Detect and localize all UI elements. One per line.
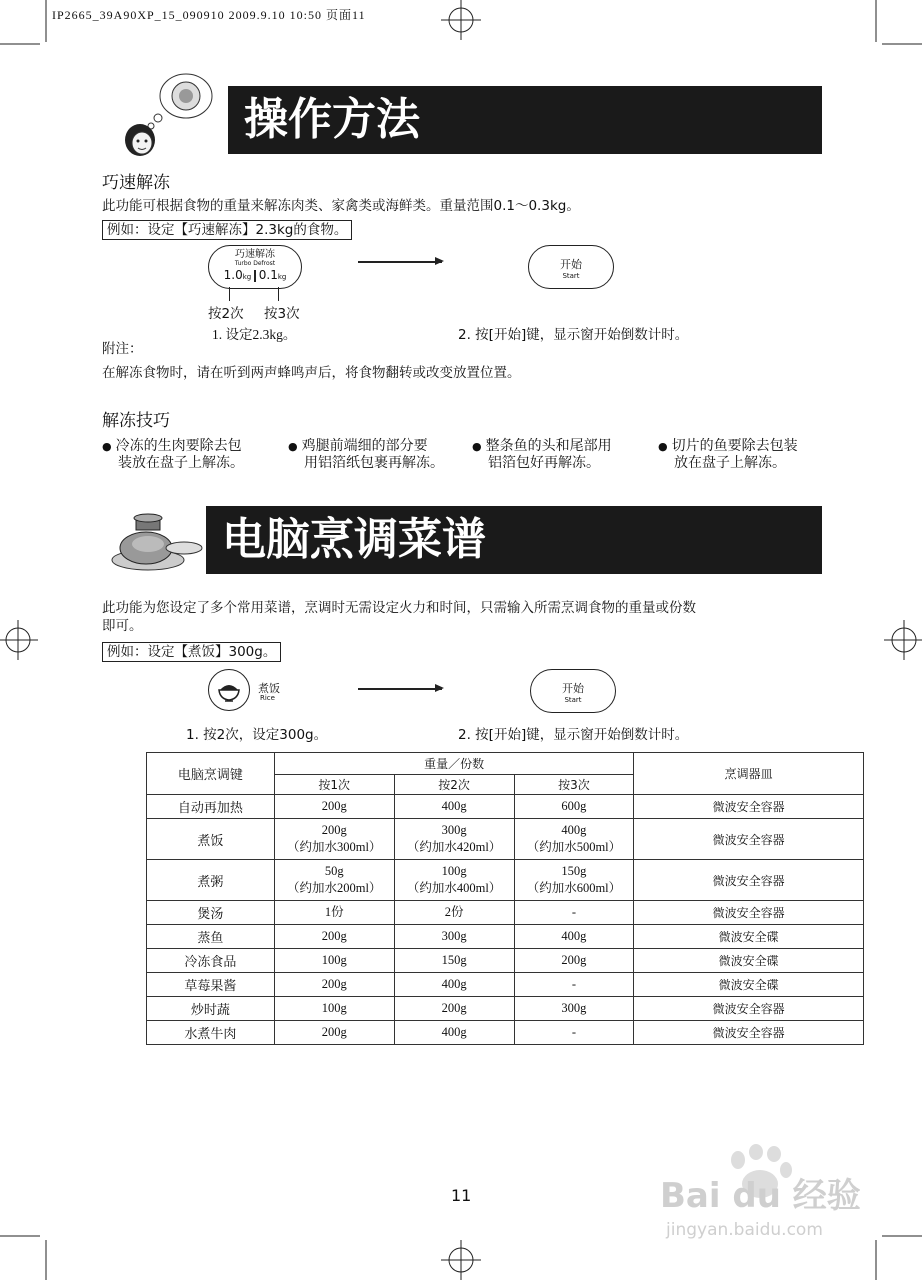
weight-cell: [274, 819, 394, 860]
weight-cell: [514, 949, 634, 973]
weight-cell: [514, 925, 634, 949]
start-label: 开始: [562, 682, 584, 695]
weight-value: 150g: [441, 953, 467, 967]
dish-cell: 微波安全容器: [634, 860, 864, 901]
rice-example-box: 例如：设定【煮饭】300g。: [102, 642, 281, 662]
turbo-defrost-label: 巧速解冻: [235, 249, 275, 260]
tip-item: ● 鸡腿前端细的部分要 用铝箔纸包裹再解冻。: [288, 438, 444, 471]
weight-value: -: [571, 1025, 577, 1039]
weight-1kg-value: 1.0: [223, 268, 243, 282]
start-button[interactable]: [528, 245, 614, 289]
cooking-key-cell: 冷冻食品: [147, 949, 275, 973]
cooking-key-cell: 煮粥: [147, 860, 275, 901]
header-dish: 烹调器皿: [634, 753, 864, 795]
table-row: [147, 795, 864, 819]
weight-cell: [394, 1021, 514, 1045]
weight-cell: [274, 925, 394, 949]
weight-value: 150g: [561, 864, 587, 878]
defrost-tips-title: 解冻技巧: [102, 411, 170, 431]
recipes-banner: 电脑烹调菜谱: [206, 506, 822, 574]
press-lines: [229, 287, 230, 301]
weight-value: （约加水200ml）: [286, 881, 382, 895]
weight-value: 200g: [321, 823, 347, 837]
weight-cell: [274, 795, 394, 819]
turbo-defrost-title: 巧速解冻: [102, 173, 170, 193]
dish-cell: 微波安全容器: [634, 795, 864, 819]
weight-cell: [514, 795, 634, 819]
note-text: 在解冻食物时，请在听到两声蜂鸣声后，将食物翻转或改变放置位置。: [102, 365, 521, 381]
table-row: [147, 860, 864, 901]
operation-banner: 操作方法: [228, 86, 822, 154]
weight-value: （约加水400ml）: [406, 881, 502, 895]
weight-value: （约加水600ml）: [526, 881, 622, 895]
start-sublabel: Start: [564, 696, 582, 704]
note-label: 附注：: [102, 341, 143, 357]
weight-cell: [274, 949, 394, 973]
weight-value: 400g: [441, 799, 467, 813]
watermark-brand: Bai du 经验: [660, 1176, 861, 1216]
defrost-step-2: 2. 按[开始]键，显示窗开始倒数计时。: [458, 327, 689, 343]
cooking-key-cell: 煮饭: [147, 819, 275, 860]
weight-value: 400g: [561, 823, 587, 837]
dish-cell: 微波安全容器: [634, 901, 864, 925]
start-button[interactable]: [530, 669, 616, 713]
weight-value: 200g: [321, 799, 347, 813]
header-press-2: 按2次: [394, 775, 514, 795]
watermark-url: jingyan.baidu.com: [666, 1220, 823, 1240]
cooking-key-cell: 蒸鱼: [147, 925, 275, 949]
weight-cell: [394, 925, 514, 949]
dish-cell: 微波安全容器: [634, 819, 864, 860]
header-press-3: 按3次: [514, 775, 634, 795]
weight-cell: [394, 819, 514, 860]
weight-unit: kg: [277, 273, 287, 281]
defrost-step-1: 1. 设定2.3kg。: [212, 327, 297, 342]
header-cooking-key: 电脑烹调键: [147, 753, 275, 795]
weight-cell: [514, 997, 634, 1021]
weight-cell: [394, 997, 514, 1021]
table-row: [147, 997, 864, 1021]
weight-value: 200g: [441, 1001, 467, 1015]
thinking-woman-illustration: [118, 70, 228, 160]
weight-cell: [274, 901, 394, 925]
weight-cell: [514, 1021, 634, 1045]
table-row: [147, 901, 864, 925]
weight-value: 200g: [321, 929, 347, 943]
weight-cell: [514, 973, 634, 997]
weight-cell: [274, 973, 394, 997]
dish-cell: 微波安全容器: [634, 1021, 864, 1045]
press-twice-label: 按2次: [208, 306, 244, 322]
dish-cell: 微波安全碟: [634, 949, 864, 973]
cooking-key-cell: 炒时蔬: [147, 997, 275, 1021]
turbo-defrost-intro: 此功能可根据食物的重量来解冻肉类、家禽类或海鲜类。重量范围0.1～0.3kg。: [102, 198, 580, 214]
weight-value: 400g: [441, 977, 467, 991]
table-row: [147, 925, 864, 949]
weight-value: （约加水300ml）: [286, 840, 382, 854]
weight-cell: [394, 973, 514, 997]
weight-value: 400g: [441, 1025, 467, 1039]
weight-value: 300g: [441, 823, 467, 837]
weight-value: 300g: [441, 929, 467, 943]
weight-value: 100g: [321, 1001, 347, 1015]
weight-value: 600g: [561, 799, 587, 813]
weight-value: 400g: [561, 929, 587, 943]
dish-cell: 微波安全容器: [634, 997, 864, 1021]
print-header-line: IP2665_39A90XP_15_090910 2009.9.10 10:50 页面11: [52, 8, 366, 22]
weight-value: 200g: [321, 977, 347, 991]
weight-value: 2份: [444, 905, 464, 919]
page-number: 11: [451, 1186, 472, 1205]
cooking-key-cell: 煲汤: [147, 901, 275, 925]
roast-chicken-illustration: [108, 508, 208, 578]
dish-cell: 微波安全碟: [634, 925, 864, 949]
press-lines: [278, 287, 279, 301]
cooking-key-cell: 水煮牛肉: [147, 1021, 275, 1045]
defrost-example-box: 例如：设定【巧速解冻】2.3kg的食物。: [102, 220, 352, 240]
weight-value: 1份: [324, 905, 344, 919]
weight-value: 100g: [321, 953, 347, 967]
start-label: 开始: [560, 258, 582, 271]
tip-item: ● 整条鱼的头和尾部用 铝箔包好再解冻。: [472, 438, 612, 471]
rice-button[interactable]: [208, 669, 250, 711]
weight-value: -: [571, 977, 577, 991]
table-row: [147, 949, 864, 973]
press-three-times-label: 按3次: [264, 306, 300, 322]
weight-value: 200g: [561, 953, 587, 967]
tip-item: ● 切片的鱼要除去包装 放在盘子上解冻。: [658, 438, 798, 471]
weight-value: （约加水500ml）: [526, 840, 622, 854]
recipe-table: [146, 752, 864, 1045]
weight-value: 300g: [561, 1001, 587, 1015]
recipes-intro-line1: 此功能为您设定了多个常用菜谱，烹调时无需设定火力和时间，只需输入所需烹调食物的重量或份数: [102, 600, 696, 616]
cooking-key-cell: 草莓果酱: [147, 973, 275, 997]
weight-cell: [514, 860, 634, 901]
weight-cell: [394, 901, 514, 925]
weight-cell: [394, 795, 514, 819]
rice-label: 煮饭: [258, 682, 280, 695]
tip-item: ● 冷冻的生肉要除去包 装放在盘子上解冻。: [102, 438, 244, 471]
turbo-defrost-sublabel: Turbo Defrost: [234, 260, 276, 267]
header-weight: 重量／份数: [274, 753, 634, 775]
weight-cell: [274, 1021, 394, 1045]
recipes-intro-line2: 即可。: [102, 618, 143, 634]
rice-bowl-icon: [209, 670, 249, 710]
table-row: [147, 819, 864, 860]
weight-cell: [514, 901, 634, 925]
weight-unit: kg: [242, 273, 252, 281]
weight-divider: [254, 270, 256, 282]
weight-value: -: [571, 905, 577, 919]
table-row: [147, 973, 864, 997]
weight-cell: [274, 997, 394, 1021]
arrow-right: [358, 688, 442, 690]
weight-value: 200g: [321, 1025, 347, 1039]
rice-step-1: 1. 按2次，设定300g。: [186, 727, 328, 743]
start-sublabel: Start: [562, 272, 580, 280]
dish-cell: 微波安全碟: [634, 973, 864, 997]
weight-cell: [394, 860, 514, 901]
weight-value: 50g: [324, 864, 344, 878]
weight-cell: [394, 949, 514, 973]
weight-0-1kg-value: 0.1: [258, 268, 278, 282]
arrow-right: [358, 261, 442, 263]
rice-step-2: 2. 按[开始]键，显示窗开始倒数计时。: [458, 727, 689, 743]
table-row: [147, 1021, 864, 1045]
rice-sublabel: Rice: [260, 694, 275, 702]
weight-cell: [514, 819, 634, 860]
turbo-defrost-button[interactable]: [208, 245, 302, 289]
cooking-key-cell: 自动再加热: [147, 795, 275, 819]
header-press-1: 按1次: [274, 775, 394, 795]
weight-value: 100g: [441, 864, 467, 878]
weight-cell: [274, 860, 394, 901]
weight-value: （约加水420ml）: [406, 840, 502, 854]
